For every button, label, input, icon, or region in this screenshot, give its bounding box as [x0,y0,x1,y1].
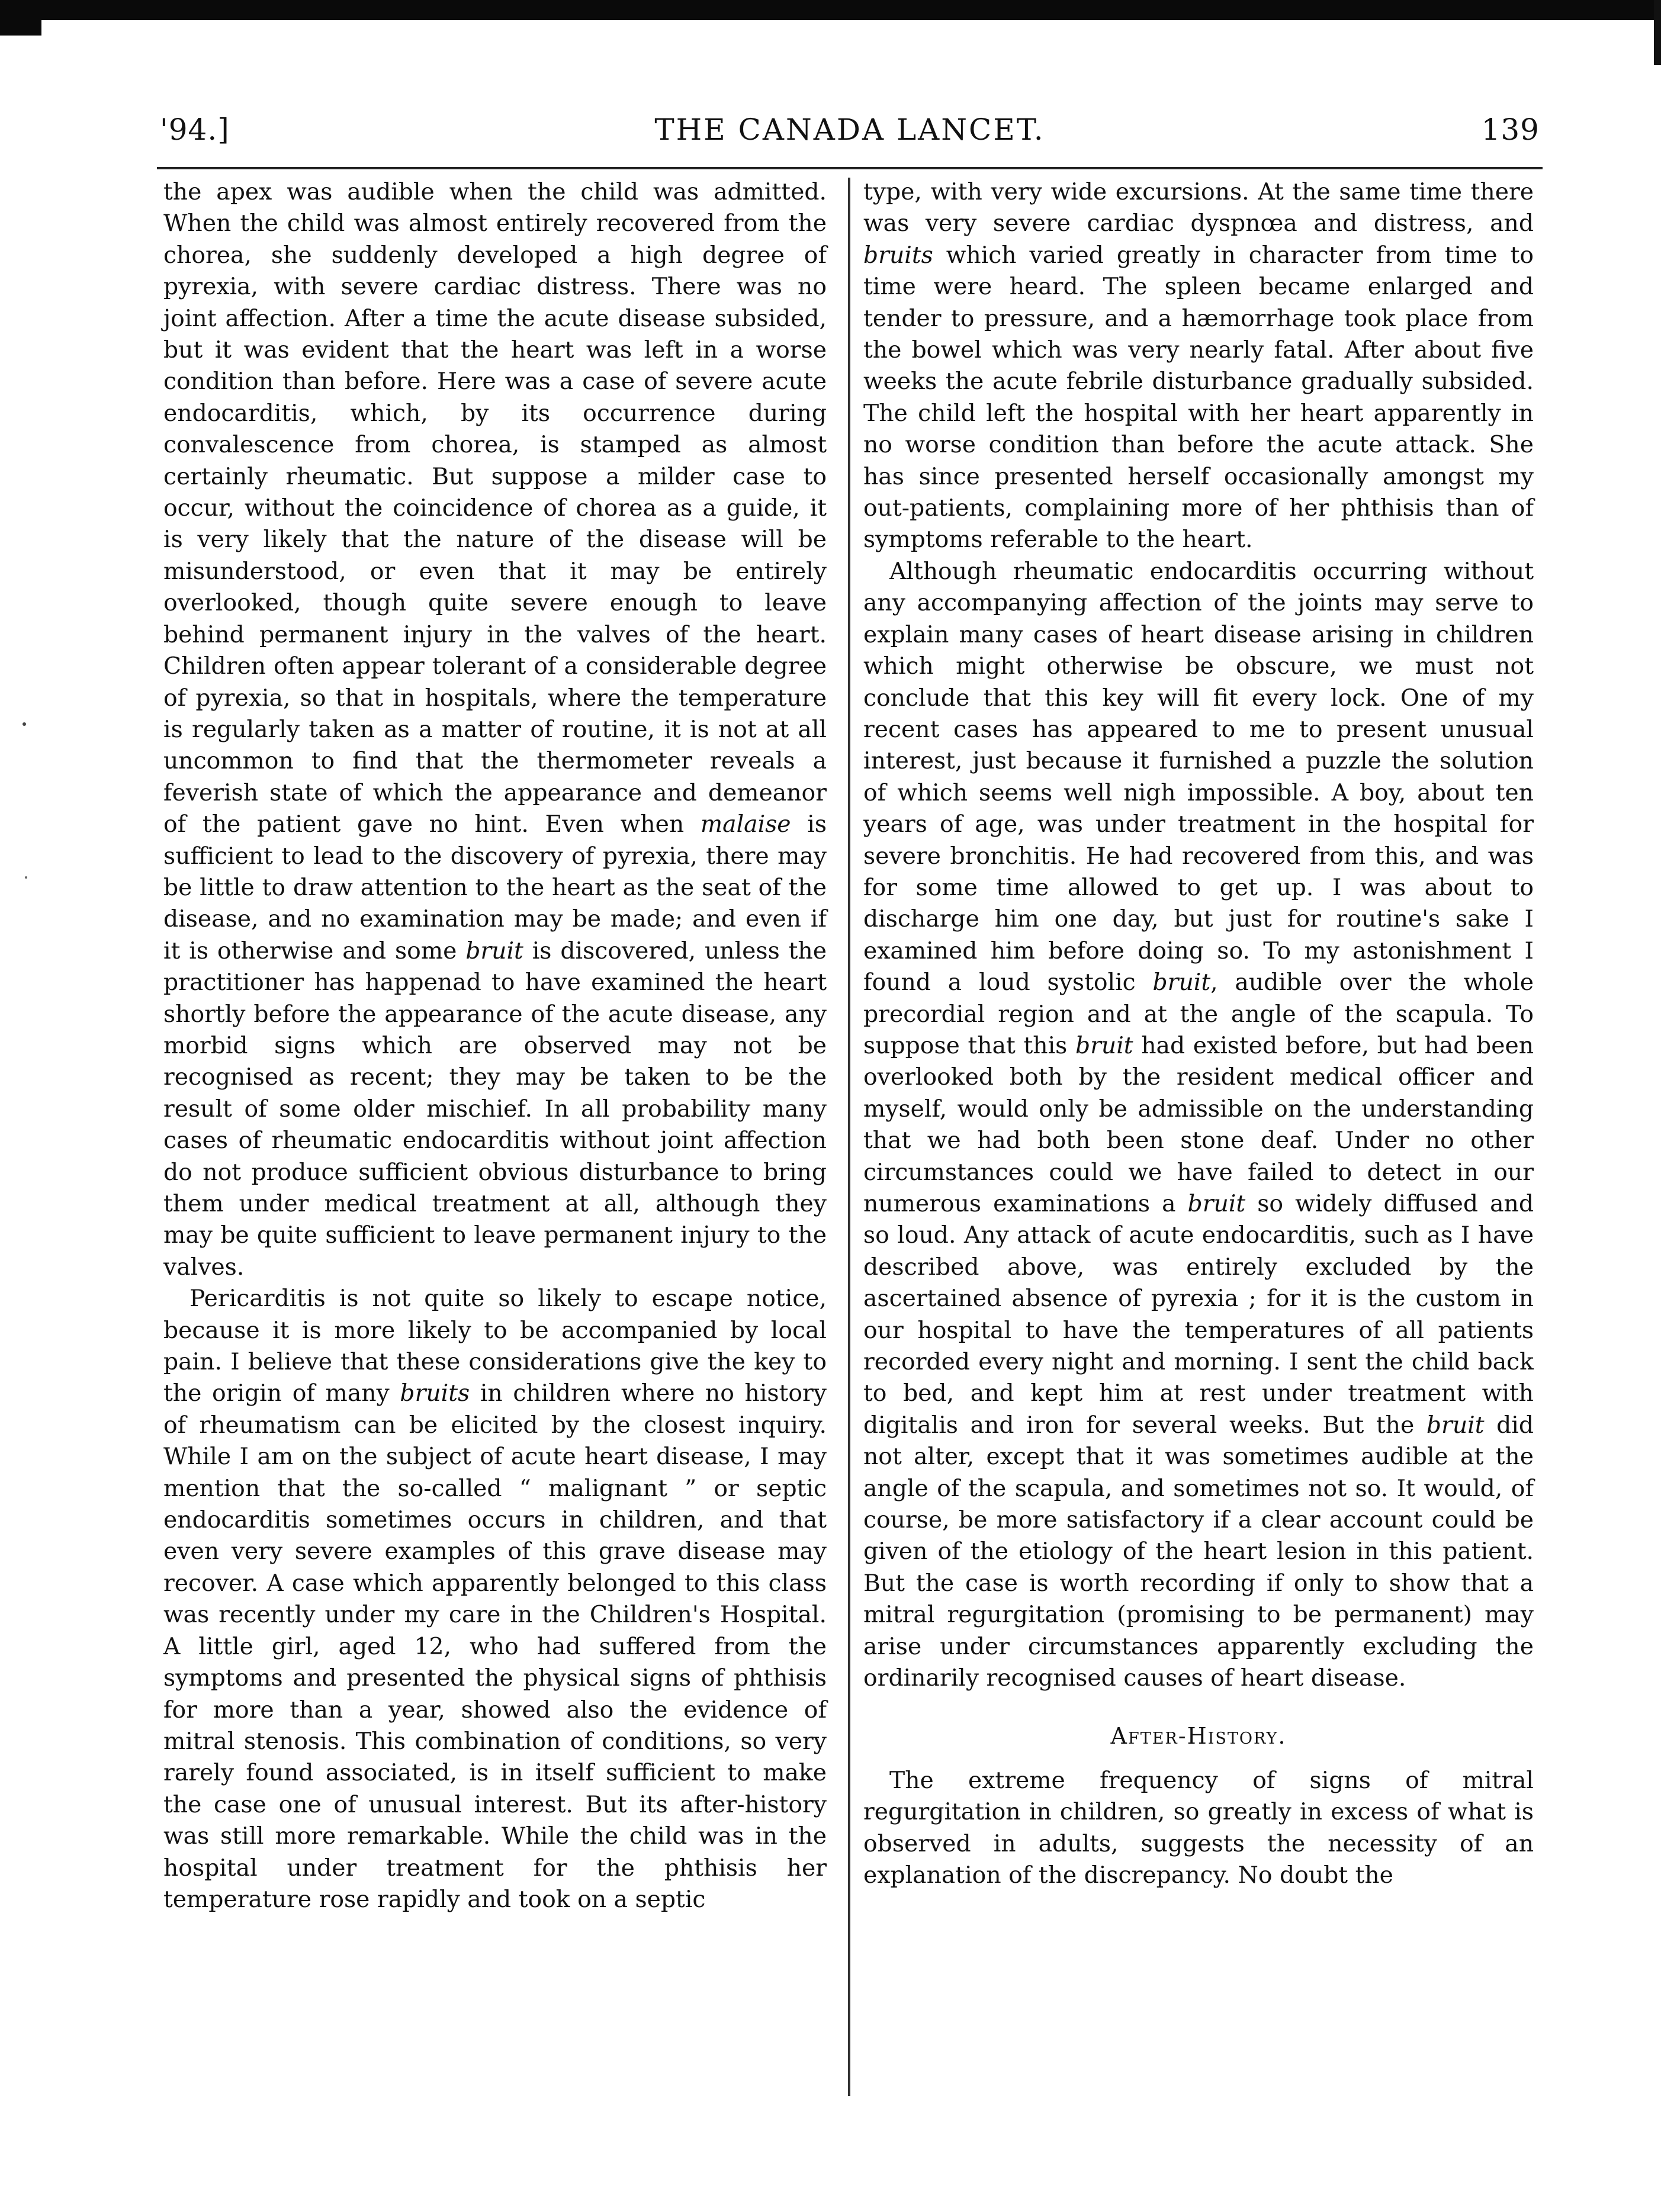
text-run: had existed before, but had been overlooked both by the resident medical officer and myself, would only be admissible on the understanding that we had both been stone deaf. Under no other circumstances could we have failed to detect in our numerous examinations a [863,1032,1534,1217]
italic-term: bruits [400,1380,470,1407]
text-run: is sufficient to lead to the discovery of pyrexia, there may be little to draw attention to the heart as the seat of the disease, and no examination may be made; and even if it is otherwise and some [163,811,827,964]
italic-term: bruits [863,242,933,269]
scan-top-border [0,0,1661,20]
volume-year: '94.] [160,112,230,147]
right-column [863,176,1534,1892]
text-run: did not alter, except that it was sometimes audible at the angle of the scapula, and sometimes not so. It would, of course, be more satisfactory if a clear account could be given of the etiology of the heart lesion in this patient. But the case is worth recording if only to show that a mitral regurgitation (promising to be permanent) may arise under circumstances apparently excluding the ordinarily recognised causes of heart disease. [863,1412,1534,1692]
italic-term: bruit [1187,1191,1246,1217]
text-run: is discovered, unless the practitioner has happenad to have examined the heart shortly before the appearance of the acute disease, any morbid signs which are observed may not be recognised as recent; they may be taken to be the result of some older mischief. In all probability many cases of rheumatic endocarditis without joint affection do not produce sufficient obvious disturbance to bring them under medical treatment at all, although they may be quite sufficient to leave permanent injury to the valves. [163,937,827,1281]
italic-term: bruit [1075,1032,1133,1059]
italic-term: bruit [1426,1412,1485,1439]
text-run: The extreme frequency of signs of mitral regurgitation in children, so greatly in excess of what is observed in adults, suggests the necessity of an explanation of the discrepancy. No doubt the [863,1767,1534,1889]
text-run: in children where no history of rheumatism can be elicited by the closest inquiry. While I am on the subject of acute heart disease, I may mention that the so-called “ malignant ” or septic endocarditis sometimes occurs in children, and that even very severe examples of this grave disease may recover. A case which apparently belonged to this class was recently under my care in the Children's Hospital. A little girl, aged 12, who had suffered from the symptoms and presented the physical signs of phthisis for more than a year, showed also the evidence of mitral stenosis. This combination of conditions, so very rarely found associated, is in itself sufficient to make the case one of unusual interest. But its after-history was still more remarkable. While the child was in the hospital under treatment for the phthisis her temperature rose rapidly and took on a septic [163,1380,827,1913]
scan-speck [25,876,27,879]
text-run: which varied greatly in character from time to time were heard. The spleen became enlarged and tender to pressure, and a hæmorrhage took place from the bowel which was very nearly fatal. After about five weeks the acute febrile disturbance gradually subsided. The child left the hospital with her heart apparently in no worse condition than before the acute attack. She has since presented herself occasionally amongst my out-patients, complaining more of her phthisis than of symptoms referable to the heart. [863,242,1534,554]
text-run: Pericarditis is not quite so likely to escape notice, because it is more likely to be accompanied by local pain. I believe that these considerations give the key to the origin of many [163,1285,827,1407]
text-run: type, with very wide excursions. At the same time there was very severe cardiac dyspnœa and distress, and [863,179,1534,237]
italic-term: bruit [465,937,523,964]
header-rule [157,167,1543,169]
italic-term: bruit [1152,969,1211,996]
scan-right-edge [1654,0,1661,65]
journal-title: THE CANADA LANCET. [654,112,1045,147]
text-run: Although rheumatic endocarditis occurring without any accompanying affection of the joints may serve to explain many cases of heart disease arising in children which might otherwise be obscure, we must not conclude that this key will fit every lock. One of my recent cases has appeared to me to present unusual interest, just because it furnished a puzzle the solution of which seems well nigh impossible. A boy, about ten years of age, was under treatment in the hospital for severe bronchitis. He had recovered from this, and was for some time allowed to get up. I was about to discharge him one day, but just for routine's sake I examined him before doing so. To my astonishment I found a loud systolic [863,558,1534,996]
section-heading: After-History. [1110,1722,1287,1749]
italic-term: malaise [700,811,791,838]
running-header [160,112,1540,160]
left-column [163,176,827,1915]
text-run: so widely diffused and so loud. Any attack of acute endocarditis, such as I have described above, was entirely excluded by the ascertained absence of pyrexia ; for it is the custom in our hospital to have the temperatures of all patients recorded every night and morning. I sent the child back to bed, and kept him at rest under treatment with digitalis and iron for several weeks. But the [863,1191,1534,1439]
text-run: the apex was audible when the child was admitted. When the child was almost entirely recovered from the chorea, she suddenly developed a high degree of pyrexia, with severe cardiac distress. There was no joint affection. After a time the acute disease subsided, but it was evident that the heart was left in a worse condition than before. Here was a case of severe acute endocarditis, which, by its occurrence during convalescence from chorea, is stamped as almost certainly rheumatic. But suppose a milder case to occur, without the coincidence of chorea as a guide, it is very likely that the nature of the disease will be misunderstood, or even that it may be entirely overlooked, though quite severe enough to leave behind permanent injury in the valves of the heart. Children often appear tolerant of a considerable degree of pyrexia, so that in hospitals, where the temperature is regularly taken as a matter of routine, it is not at all uncommon to find that the thermometer reveals a feverish state of which the appearance and demeanor of the patient gave no hint. Even when [163,179,827,838]
paragraph [163,176,827,1283]
column-divider [848,178,850,2096]
page-number: 139 [1481,112,1540,147]
paragraph [863,1765,1534,1892]
paragraph [163,1283,827,1915]
paragraph [863,176,1534,556]
scan-speck [23,722,26,726]
scan-corner-mark [0,0,41,36]
paragraph [863,556,1534,1695]
text-run: , audible over the whole precordial region and at the angle of the scapula. To suppose that this [863,969,1534,1059]
